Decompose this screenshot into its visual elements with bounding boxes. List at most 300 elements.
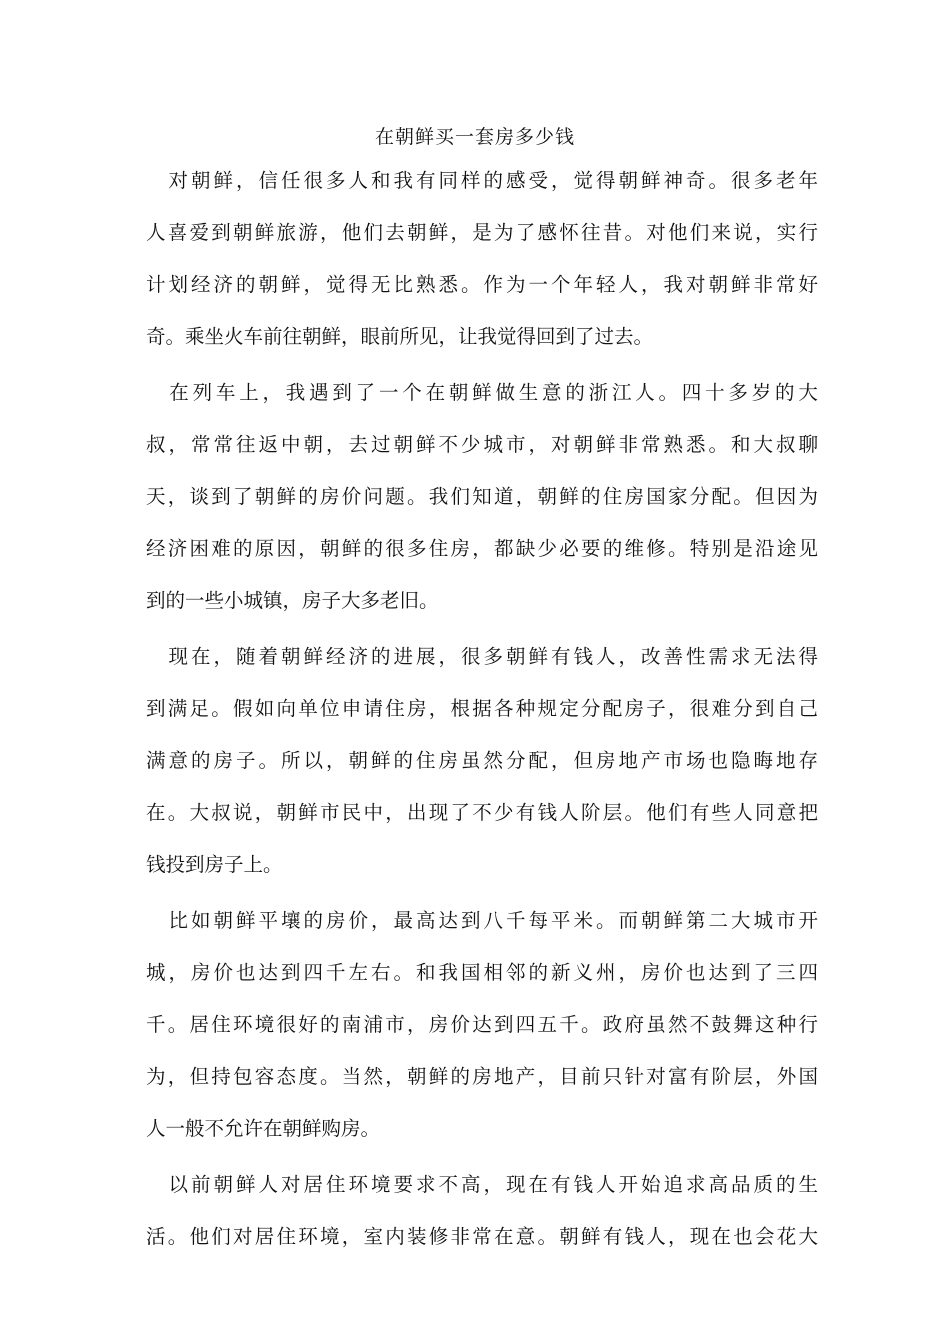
body-char: 虽 <box>461 749 481 772</box>
body-char: 眼 <box>360 325 381 348</box>
body-char: 容 <box>254 1065 275 1088</box>
body-char: 得 <box>516 325 537 348</box>
body-char: 岁 <box>751 381 772 404</box>
body-char: 到 <box>731 961 751 984</box>
body-char: 产 <box>515 1065 536 1088</box>
body-char: 前 <box>581 1065 601 1088</box>
body-char: 价 <box>663 961 684 984</box>
body-char: 年 <box>798 169 819 192</box>
body-char: 浙 <box>588 381 609 404</box>
body-char: 子 <box>646 697 666 720</box>
body-char: 怀 <box>559 221 579 244</box>
body-char: 他 <box>341 221 362 244</box>
body-char: 非 <box>618 433 639 456</box>
body-char: 朝 <box>282 1117 303 1140</box>
body-char: 为 <box>506 273 526 296</box>
body-char: 房 <box>596 749 616 772</box>
body-char: 旧 <box>399 589 420 612</box>
body-char: 鲜 <box>428 221 449 244</box>
body-char: ， <box>282 589 303 612</box>
body-char: 了 <box>575 325 595 348</box>
body-char: 大 <box>341 589 361 612</box>
body-char: 所 <box>281 749 301 772</box>
body-char: 房 <box>326 909 346 932</box>
body-char: 少 <box>461 433 481 456</box>
body-char: 然 <box>363 1065 384 1088</box>
body-char: 价 <box>213 961 234 984</box>
body-char: ， <box>407 1013 427 1036</box>
body-char: 很 <box>385 537 405 560</box>
body-char: ， <box>450 221 471 244</box>
body-char: 右 <box>371 961 391 984</box>
body-char: ， <box>668 1225 688 1248</box>
body-char: 。 <box>360 1117 381 1140</box>
body-char: 同 <box>755 801 775 824</box>
body-char: 朝 <box>618 169 639 192</box>
body-char: 我 <box>477 325 498 348</box>
body-char: 也 <box>733 1225 753 1248</box>
body-char: 人 <box>348 169 369 192</box>
body-char: 朝 <box>233 221 253 244</box>
body-char: 隐 <box>731 749 751 772</box>
body-char: 千 <box>146 1013 166 1036</box>
body-char: 人 <box>733 801 753 824</box>
body-char: 左 <box>348 961 369 984</box>
body-char: 有 <box>515 801 536 824</box>
body-char: 济 <box>213 273 234 296</box>
body-char: 房 <box>407 697 427 720</box>
body-char: 如 <box>254 697 275 720</box>
body-char: 但 <box>573 749 594 772</box>
body-line <box>146 586 818 616</box>
body-char: 性 <box>686 645 706 668</box>
body-char: 生 <box>518 381 539 404</box>
body-char: 。 <box>165 325 186 348</box>
body-char: ， <box>303 273 324 296</box>
body-char: 存 <box>798 749 819 772</box>
body-char: 少 <box>537 537 558 560</box>
body-char: 投 <box>165 853 186 876</box>
body-char: 实 <box>776 221 797 244</box>
body-char: ， <box>438 325 459 348</box>
body-char: 得 <box>348 273 369 296</box>
body-char: 在 <box>169 381 189 404</box>
body-char: 子 <box>224 853 244 876</box>
body-char: 。 <box>393 961 414 984</box>
body-char: 镇 <box>263 589 283 612</box>
body-char: 非 <box>753 273 774 296</box>
body-char: 很 <box>303 169 324 192</box>
body-char: 四 <box>681 381 702 404</box>
body-char: 说 <box>733 221 753 244</box>
body-char: 有 <box>551 645 571 668</box>
body-char: 四 <box>515 1013 536 1036</box>
body-char: 居 <box>254 1225 275 1248</box>
body-char: ， <box>371 909 391 932</box>
body-char: 房 <box>204 853 225 876</box>
body-char: 意 <box>515 1225 536 1248</box>
body-line <box>146 850 818 880</box>
body-line <box>146 1010 818 1040</box>
body-char: 朝 <box>303 433 324 456</box>
body-char: 在 <box>494 1225 514 1248</box>
body-line <box>146 906 818 936</box>
body-char: 。 <box>167 1225 188 1248</box>
body-char: 针 <box>624 1065 645 1088</box>
body-char: 觉 <box>326 273 346 296</box>
body-char: 的 <box>602 537 623 560</box>
body-char: 对 <box>646 221 666 244</box>
body-char: 房 <box>302 589 322 612</box>
body-char: 遇 <box>309 381 329 404</box>
body-char: 三 <box>776 961 796 984</box>
body-line <box>146 430 818 460</box>
body-char: 奇 <box>146 325 166 348</box>
body-char: 不 <box>438 433 459 456</box>
body-char: 平 <box>551 909 571 932</box>
body-char: 鲜 <box>596 433 616 456</box>
body-char: 人 <box>596 645 616 668</box>
body-char: 活 <box>146 1225 166 1248</box>
body-char: 朝 <box>537 485 558 508</box>
body-char: 满 <box>167 697 188 720</box>
body-char: 多 <box>753 169 774 192</box>
body-char: 到 <box>185 853 205 876</box>
body-char: 但 <box>189 1065 210 1088</box>
body-char: 第 <box>686 909 706 932</box>
body-char: 们 <box>689 221 710 244</box>
body-char: 鲜 <box>254 221 275 244</box>
body-char: 有 <box>551 1173 571 1196</box>
body-char: 达 <box>258 961 279 984</box>
body-char: 住 <box>602 485 623 508</box>
body-char: 朝 <box>448 381 469 404</box>
body-char: 所 <box>399 325 420 348</box>
body-char: 鲜 <box>641 169 661 192</box>
body-char: 多 <box>360 589 381 612</box>
body-char: 鲜 <box>298 801 318 824</box>
body-char: 如 <box>191 909 211 932</box>
body-char: 据 <box>472 697 492 720</box>
body-char: 回 <box>536 325 556 348</box>
body-char: 前 <box>380 325 400 348</box>
body-char: 车 <box>215 381 236 404</box>
body-char: 有 <box>416 169 436 192</box>
body-char: 朝 <box>708 273 729 296</box>
body-char: 人 <box>146 1117 166 1140</box>
body-char: 富 <box>668 1065 688 1088</box>
body-char: 。 <box>263 853 283 876</box>
body-line <box>146 166 818 196</box>
body-char: 原 <box>254 537 275 560</box>
body-char: 也 <box>686 961 706 984</box>
body-char: 壤 <box>281 909 301 932</box>
body-char: 修 <box>428 1225 449 1248</box>
body-char: 求 <box>416 1173 436 1196</box>
body-char: 居 <box>303 1173 324 1196</box>
body-char: 不 <box>204 1117 225 1140</box>
body-char: 鲜 <box>528 645 549 668</box>
body-char: 购 <box>321 1117 342 1140</box>
body-char: 定 <box>559 697 579 720</box>
body-char: 追 <box>663 1173 684 1196</box>
body-char <box>146 166 166 196</box>
body-char: 然 <box>483 749 504 772</box>
body-char: 往 <box>282 325 303 348</box>
body-line <box>146 534 818 564</box>
body-char: 达 <box>472 1013 492 1036</box>
body-char: 的 <box>236 273 256 296</box>
body-char: 达 <box>438 909 459 932</box>
body-char: 邻 <box>506 961 526 984</box>
body-char: 每 <box>528 909 549 932</box>
body-char: 让 <box>458 325 478 348</box>
body-char: 朝 <box>506 645 526 668</box>
body-char: 住 <box>326 1173 346 1196</box>
body-char: 始 <box>641 1173 661 1196</box>
body-char: 然 <box>668 1013 688 1036</box>
body-char: 也 <box>236 961 256 984</box>
body-char: 意 <box>542 381 562 404</box>
body-char: 民 <box>341 801 362 824</box>
body-char: 把 <box>798 801 819 824</box>
body-char: 行 <box>798 1013 819 1036</box>
body-char: 单 <box>298 697 318 720</box>
body-char: 叔 <box>146 433 166 456</box>
body-char: 以 <box>303 749 324 772</box>
body-char: ， <box>385 1065 405 1088</box>
body-char: 一 <box>165 1117 186 1140</box>
body-char <box>146 378 166 408</box>
body-char: 住 <box>416 749 436 772</box>
body-char: 有 <box>689 801 710 824</box>
body-char: 层 <box>602 801 623 824</box>
body-char: 价 <box>348 909 369 932</box>
body-char: 非 <box>450 1225 471 1248</box>
body-char: 达 <box>708 961 729 984</box>
body-char: 朝 <box>559 1225 579 1248</box>
body-char: 己 <box>798 697 819 720</box>
body-char: 到 <box>146 589 166 612</box>
body-char: 房 <box>624 697 645 720</box>
body-char: 人 <box>258 1173 279 1196</box>
body-char: 会 <box>755 1225 775 1248</box>
body-char: 在 <box>191 645 211 668</box>
body-char: 得 <box>798 645 819 668</box>
body-char: 因 <box>276 537 297 560</box>
body-char: 请 <box>363 697 384 720</box>
body-char: 意 <box>168 749 189 772</box>
body-char: 随 <box>236 645 256 668</box>
body-char: 而 <box>618 909 639 932</box>
body-line <box>146 958 818 988</box>
body-char: 在 <box>263 1117 283 1140</box>
body-char: 我 <box>393 169 414 192</box>
body-char: 知 <box>472 485 492 508</box>
body-char: 环 <box>298 1225 318 1248</box>
body-char: 钱 <box>146 853 166 876</box>
body-char: 神 <box>663 169 684 192</box>
body-char <box>146 1170 166 1200</box>
body-char: 划 <box>168 273 189 296</box>
body-char: 他 <box>646 801 666 824</box>
body-char: 多 <box>728 381 748 404</box>
body-char: 种 <box>776 1013 797 1036</box>
body-char: 比 <box>168 909 189 932</box>
body-char: 房 <box>472 1065 492 1088</box>
body-char: ， <box>537 1065 558 1088</box>
body-char: 的 <box>233 537 253 560</box>
body-char: 小 <box>224 589 244 612</box>
body-char: 产 <box>641 749 661 772</box>
body-char: 到 <box>494 1013 514 1036</box>
body-char: ， <box>755 221 775 244</box>
body-char: 市 <box>663 749 684 772</box>
body-char: 现 <box>168 645 189 668</box>
body-char: 的 <box>776 1173 796 1196</box>
body-char: 法 <box>776 645 796 668</box>
body-char: 鲜 <box>472 381 492 404</box>
body-char: 道 <box>494 485 514 508</box>
body-char: 阶 <box>711 1065 732 1088</box>
body-char: 层 <box>733 1065 753 1088</box>
body-char: 意 <box>776 801 797 824</box>
body-char: 舞 <box>733 1013 753 1036</box>
body-char: 分 <box>733 697 753 720</box>
body-char: 二 <box>708 909 729 932</box>
body-char: 了 <box>450 801 471 824</box>
body-char: 常 <box>472 1225 492 1248</box>
body-char: 人 <box>646 1225 666 1248</box>
body-char: 府 <box>624 1013 645 1036</box>
body-char: 信 <box>258 169 279 192</box>
body-char: 对 <box>686 273 706 296</box>
body-char: 觉 <box>497 325 517 348</box>
body-char: 修 <box>646 537 666 560</box>
body-char: 的 <box>191 749 211 772</box>
body-char: 去 <box>385 221 405 244</box>
body-char: 鲜 <box>371 749 391 772</box>
body-char: 到 <box>211 485 231 508</box>
document-title: 在朝鲜买一套房多少钱 <box>374 126 575 148</box>
body-char: 和 <box>371 169 391 192</box>
body-char: ， <box>236 169 256 192</box>
body-char: 中 <box>281 433 301 456</box>
body-char: 在 <box>425 381 446 404</box>
body-char: 钱 <box>573 645 594 668</box>
body-char: 要 <box>393 1173 414 1196</box>
body-char: ， <box>213 645 234 668</box>
body-char: 房 <box>428 1013 449 1036</box>
body-char: 熟 <box>663 433 684 456</box>
body-char: ， <box>298 537 318 560</box>
body-char: 个 <box>402 381 422 404</box>
body-char: 悉 <box>438 273 459 296</box>
body-char: 市 <box>385 1013 405 1036</box>
body-char: ， <box>618 961 639 984</box>
body-char: 对 <box>551 433 571 456</box>
body-char: 都 <box>494 537 514 560</box>
body-char: 鲜 <box>236 909 256 932</box>
body-char: 的 <box>528 961 549 984</box>
body-char: 好 <box>298 1013 318 1036</box>
body-char: 往 <box>581 221 601 244</box>
body-char: 住 <box>211 1013 231 1036</box>
body-char: 他 <box>668 221 688 244</box>
body-char: 子 <box>236 749 256 772</box>
body-char: 多 <box>326 169 346 192</box>
body-char: ， <box>515 485 536 508</box>
body-char: 对 <box>233 1225 253 1248</box>
body-char: 缺 <box>515 537 536 560</box>
body-char: 常 <box>191 433 211 456</box>
body-char: 市 <box>506 433 526 456</box>
body-char: ， <box>385 801 405 824</box>
body-char: 。 <box>596 909 616 932</box>
body-char: 房 <box>213 749 234 772</box>
body-char: 大 <box>753 433 774 456</box>
body-char: ， <box>528 433 549 456</box>
body-char: 到 <box>461 909 481 932</box>
body-char: 城 <box>146 961 166 984</box>
body-char: 装 <box>407 1225 427 1248</box>
body-char: 特 <box>689 537 710 560</box>
body-char: 的 <box>165 589 186 612</box>
body-char: 了 <box>515 221 536 244</box>
body-char: 聊 <box>798 433 819 456</box>
body-char: 大 <box>731 909 751 932</box>
body-char: 高 <box>461 1173 481 1196</box>
body-char: 居 <box>189 1013 210 1036</box>
body-char: 房 <box>320 485 340 508</box>
body-char: 前 <box>191 1173 211 1196</box>
body-char: 室 <box>363 1225 384 1248</box>
body-char: 的 <box>298 485 318 508</box>
body-char: 的 <box>363 537 384 560</box>
body-char: 花 <box>776 1225 797 1248</box>
body-char: 。 <box>537 1225 558 1248</box>
body-char: 济 <box>348 645 369 668</box>
body-char: 。 <box>624 801 645 824</box>
body-char: 申 <box>341 697 362 720</box>
body-char: ， <box>341 1225 362 1248</box>
body-line <box>146 746 818 776</box>
body-line <box>146 642 818 672</box>
body-char: 国 <box>461 961 481 984</box>
body-char: 朝 <box>641 909 661 932</box>
body-char: 。 <box>668 537 688 560</box>
body-char: 难 <box>211 537 231 560</box>
body-char: 乘 <box>185 325 205 348</box>
body-char: 常 <box>776 273 796 296</box>
body-char: 朝 <box>302 325 322 348</box>
body-char: 行 <box>798 221 819 244</box>
body-char: 无 <box>371 273 391 296</box>
body-char: 鲜 <box>302 1117 322 1140</box>
body-char: 平 <box>258 909 279 932</box>
body-char: 般 <box>185 1117 205 1140</box>
body-char: 。 <box>733 485 753 508</box>
body-char: 千 <box>506 909 526 932</box>
body-char: 配 <box>602 697 623 720</box>
body-char: 往 <box>236 433 256 456</box>
body-char: 见 <box>419 325 439 348</box>
body-char: 鲜 <box>236 1173 256 1196</box>
body-char: 房 <box>624 485 645 508</box>
body-char: 朝 <box>348 749 369 772</box>
body-char: 经 <box>191 273 211 296</box>
body-char: ， <box>472 537 492 560</box>
